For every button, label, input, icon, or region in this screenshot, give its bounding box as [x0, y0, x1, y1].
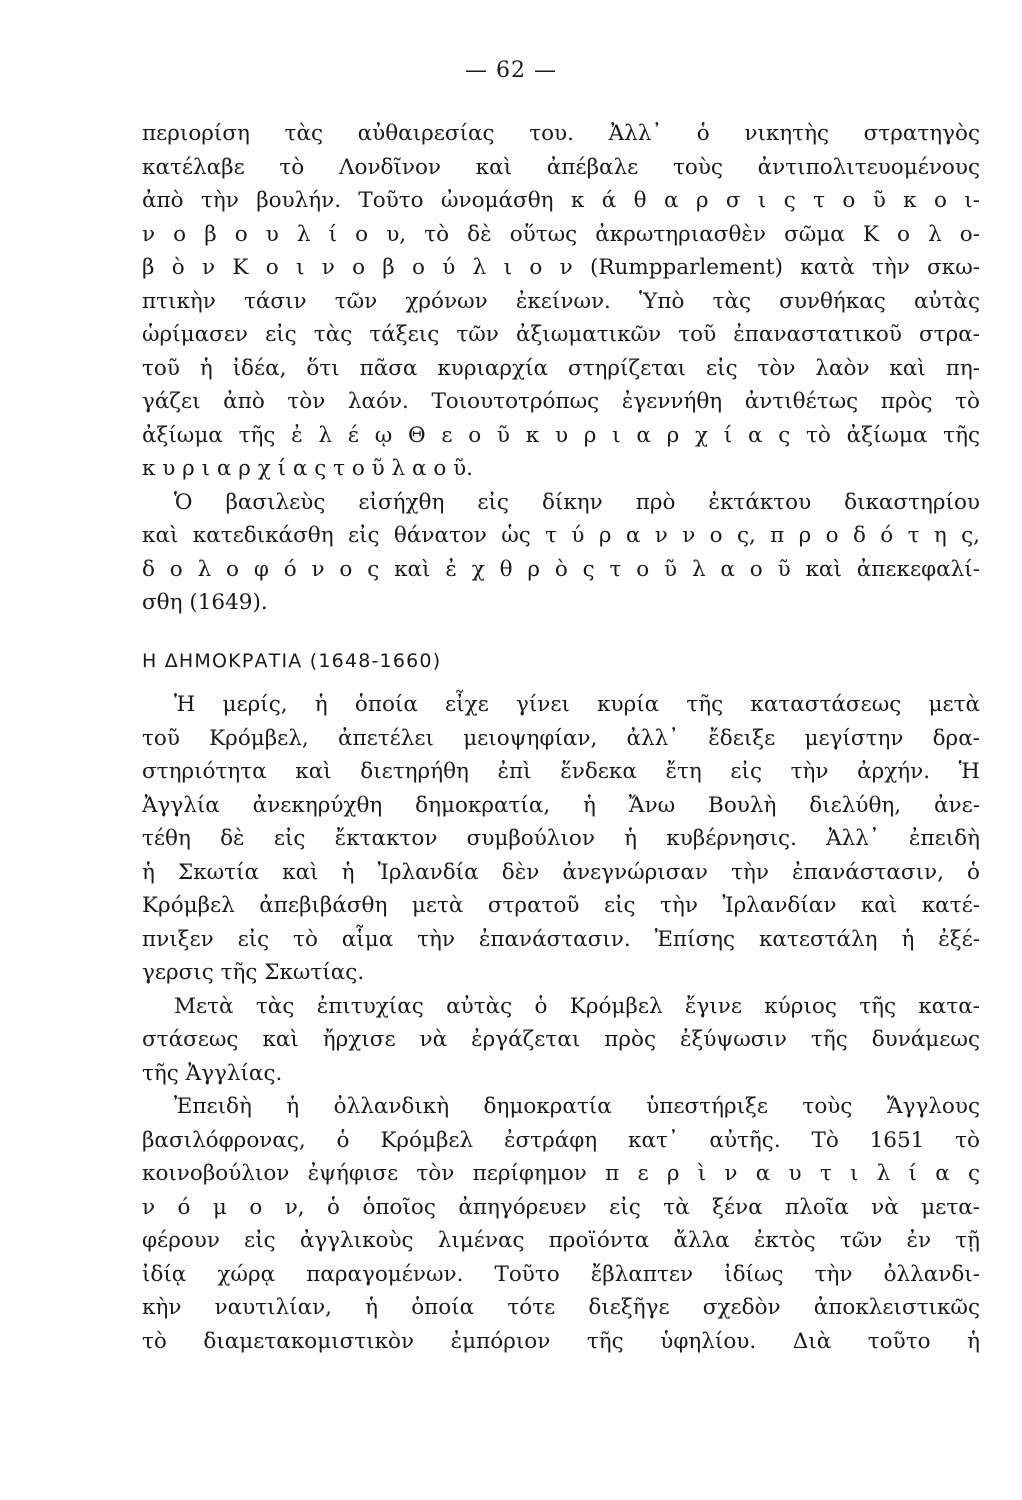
text-line: πτικὴν τάσιν τῶν χρόνων ἐκείνων. Ὑπὸ τὰς συνθήκας αὐτὰς — [142, 288, 980, 314]
text-line: τέθη δὲ εἰς ἔκτακτον συμβούλιον ἡ κυβέρνησις. Ἀλλ᾽ ἐπειδὴ — [142, 826, 980, 851]
text-line: ἀξίωμα τῆς ἐ λ έ ῳ Θ ε ο ῦ κ υ ρ ι α ρ χ ί α ς τὸ ἀξίωμα τῆς — [142, 422, 980, 448]
text-line: ἡ Σκωτία καὶ ἡ Ἰρλανδία δὲν ἀνεγνώρισαν τὴν ἐπανάστασιν, ὁ — [142, 859, 980, 885]
text-block-upper — [142, 117, 980, 620]
text-line: κοινοβούλιον ἐψήφισε τὸν περίφημον π ε ρ ὶ ν α υ τ ι λ ί α ς — [142, 1161, 980, 1186]
text-line: σθη (1649). — [142, 590, 268, 615]
text-line: περιορίση τὰς αὐθαιρεσίας του. Ἀλλ᾽ ὁ νικητὴς στρατηγὸς — [142, 121, 980, 146]
text-line: βασιλόφρονας, ὁ Κρόμβελ ἐστράφη κατ᾽ αὐτῆς. Τὸ 1651 τὸ — [142, 1127, 980, 1153]
text-line: Κρόμβελ ἀπεβιβάσθη μετὰ στρατοῦ εἰς τὴν Ἰρλανδίαν καὶ κατέ- — [142, 893, 980, 918]
text-block-lower — [142, 688, 980, 1358]
text-line: γερσις τῆς Σκωτίας. — [142, 960, 365, 985]
text-line: ἰδίᾳ χώρᾳ παραγομένων. Τοῦτο ἔβλαπτεν ἰδίως τὴν ὀλλανδι- — [142, 1261, 980, 1287]
text-line: Ἀγγλία ἀνεκηρύχθη δημοκρατία, ἡ Ἄνω Βουλὴ διελύθη, ἀνε- — [142, 792, 980, 818]
paragraph-3 — [142, 688, 980, 990]
text-line: Μετὰ τὰς ἐπιτυχίας αὐτὰς ὁ Κρόμβελ ἔγινε κύριος τῆς κατα- — [174, 993, 980, 1019]
text-line: ν ο β ο υ λ ί ο υ, τὸ δὲ οὕτως ἀκρωτηριασθὲν σῶμα Κ ο λ ο- — [142, 221, 980, 247]
text-line: Ὁ βασιλεὺς εἰσήχθη εἰς δίκην πρὸ ἐκτάκτου δικαστηρίου — [174, 489, 980, 515]
page-number: — 62 — — [465, 58, 557, 83]
paragraph-5 — [142, 1090, 980, 1358]
text-line: ἀπὸ τὴν βουλήν. Τοῦτο ὠνομάσθη κ ά θ α ρ σ ι ς τ ο ῦ κ ο ι- — [142, 188, 980, 213]
paragraph-1 — [142, 117, 980, 486]
text-line: στάσεως καὶ ἤρχισε νὰ ἐργάζεται πρὸς ἐξύψωσιν τῆς δυνάμεως — [142, 1027, 980, 1052]
text-line: τῆς Ἀγγλίας. — [142, 1060, 283, 1086]
section-heading: Η ΔΗΜΟΚΡΑΤΙΑ (1648-1660) — [142, 650, 442, 672]
paragraph-2 — [142, 486, 980, 620]
text-line: τοῦ ἡ ἰδέα, ὅτι πᾶσα κυριαρχία στηρίζεται εἰς τὸν λαὸν καὶ πη- — [142, 355, 980, 381]
text-line: κατέλαβε τὸ Λονδῖνον καὶ ἀπέβαλε τοὺς ἀντιπολιτευομένους — [142, 154, 980, 180]
text-line: ὡρίμασεν εἰς τὰς τάξεις τῶν ἀξιωματικῶν τοῦ ἐπαναστατικοῦ στρα- — [142, 322, 980, 347]
text-line: πνιξεν εἰς τὸ αἷμα τὴν ἐπανάστασιν. Ἐπίσης κατεστάλη ἡ ἐξέ- — [142, 926, 980, 952]
text-line: φέρουν εἰς ἀγγλικοὺς λιμένας προϊόντα ἄλλα ἐκτὸς τῶν ἐν τῇ — [142, 1228, 980, 1253]
text-line: στηριότητα καὶ διετηρήθη ἐπὶ ἕνδεκα ἔτη εἰς τὴν ἀρχήν. Ἡ — [142, 759, 980, 784]
paragraph-4 — [142, 990, 980, 1091]
text-line: δ ο λ ο φ ό ν ο ς καὶ ἐ χ θ ρ ὸ ς τ ο ῦ λ α ο ῦ καὶ ἀπεκεφαλί- — [142, 556, 980, 582]
text-line: κ υ ρ ι α ρ χ ί α ς τ ο ῦ λ α ο ῦ. — [142, 456, 474, 481]
text-line: καὶ κατεδικάσθη εἰς θάνατον ὡς τ ύ ρ α ν ν ο ς, π ρ ο δ ό τ η ς, — [142, 523, 980, 548]
text-line: Ἐπειδὴ ἡ ὀλλανδικὴ δημοκρατία ὑπεστήριξε τοὺς Ἄγγλους — [174, 1094, 980, 1119]
text-line: κὴν ναυτιλίαν, ἡ ὁποία τότε διεξῆγε σχεδὸν ἀποκλειστικῶς — [142, 1295, 980, 1320]
text-line: ν ό μ ο ν, ὁ ὁποῖος ἀπηγόρευεν εἰς τὰ ξένα πλοῖα νὰ μετα- — [142, 1194, 980, 1220]
text-line: β ὸ ν Κ ο ι ν ο β ο ύ λ ι ο ν (Rumpparlement) κατὰ τὴν σκω- — [142, 255, 980, 280]
text-line: Ἡ μερίς, ἡ ὁποία εἶχε γίνει κυρία τῆς καταστάσεως μετὰ — [174, 692, 980, 717]
text-line: τοῦ Κρόμβελ, ἀπετέλει μειοψηφίαν, ἀλλ᾽ ἔδειξε μεγίστην δρα- — [142, 725, 980, 751]
text-line: γάζει ἀπὸ τὸν λαόν. Τοιουτοτρόπως ἐγεννήθη ἀντιθέτως πρὸς τὸ — [142, 389, 980, 414]
text-line: τὸ διαμετακομιστικὸν ἐμπόριον τῆς ὑφηλίου. Διὰ τοῦτο ἡ — [142, 1328, 980, 1354]
